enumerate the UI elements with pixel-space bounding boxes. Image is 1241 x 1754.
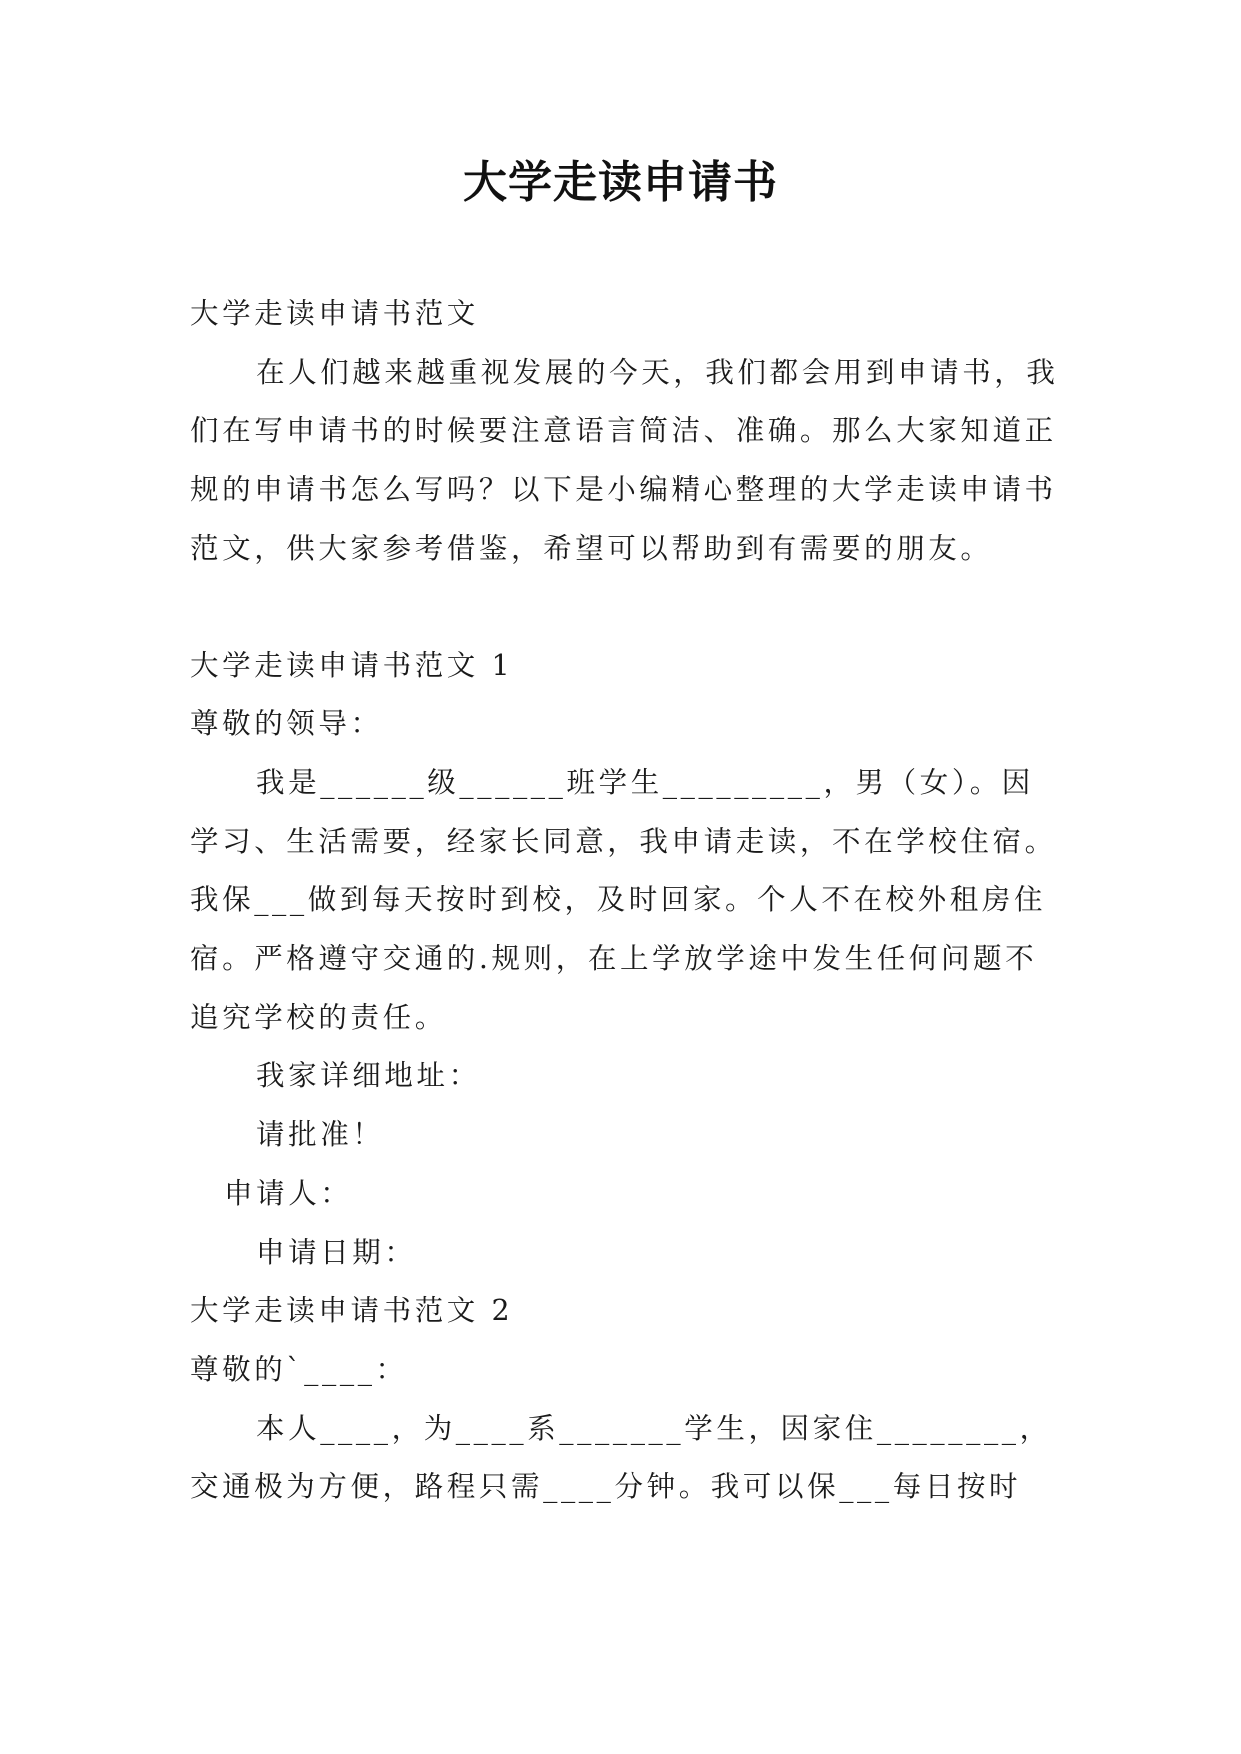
sample1-body: 我是______级______班学生_________，男（女）。因学习、生活需要，经家长同意，我申请走读，不在学校住宿。我保___做到每天按时到校，及时回家。个人不在校外租房住宿。严格遵守交通的.规则，在上学放学途中发生任何问题不追究学校的责任。	[190, 765, 1057, 1034]
sample1-address: 我家详细地址：	[256, 1059, 481, 1093]
section-heading: 大学走读申请书范文	[190, 297, 479, 330]
sample2-heading: 大学走读申请书范文 2	[190, 1294, 514, 1328]
sample1-applicant: 申请人：	[224, 1176, 353, 1210]
sample1-salutation: 尊敬的领导：	[190, 707, 383, 741]
document-title: 大学走读申请书	[463, 157, 778, 208]
sample1-date: 申请日期：	[256, 1235, 417, 1269]
sample1-heading: 大学走读申请书范文 1	[190, 648, 514, 682]
sample2-salutation: 尊敬的`____：	[190, 1352, 408, 1386]
intro-paragraph: 在人们越来越重视发展的今天，我们都会用到申请书，我们在写申请书的时候要注意语言简洁、准确。那么大家知道正规的申请书怎么写吗？以下是小编精心整理的大学走读申请书范文，供大家参考借鉴，希望可以帮助到有需要的朋友。	[190, 355, 1059, 565]
document-body	[190, 285, 1065, 1517]
sample1-request: 请批准！	[256, 1118, 385, 1152]
spacer	[190, 579, 1065, 637]
sample2-body: 本人____，为____系_______学生，因家住________，交通极为方便，路程只需____分钟。我可以保___每日按时	[190, 1411, 1052, 1504]
